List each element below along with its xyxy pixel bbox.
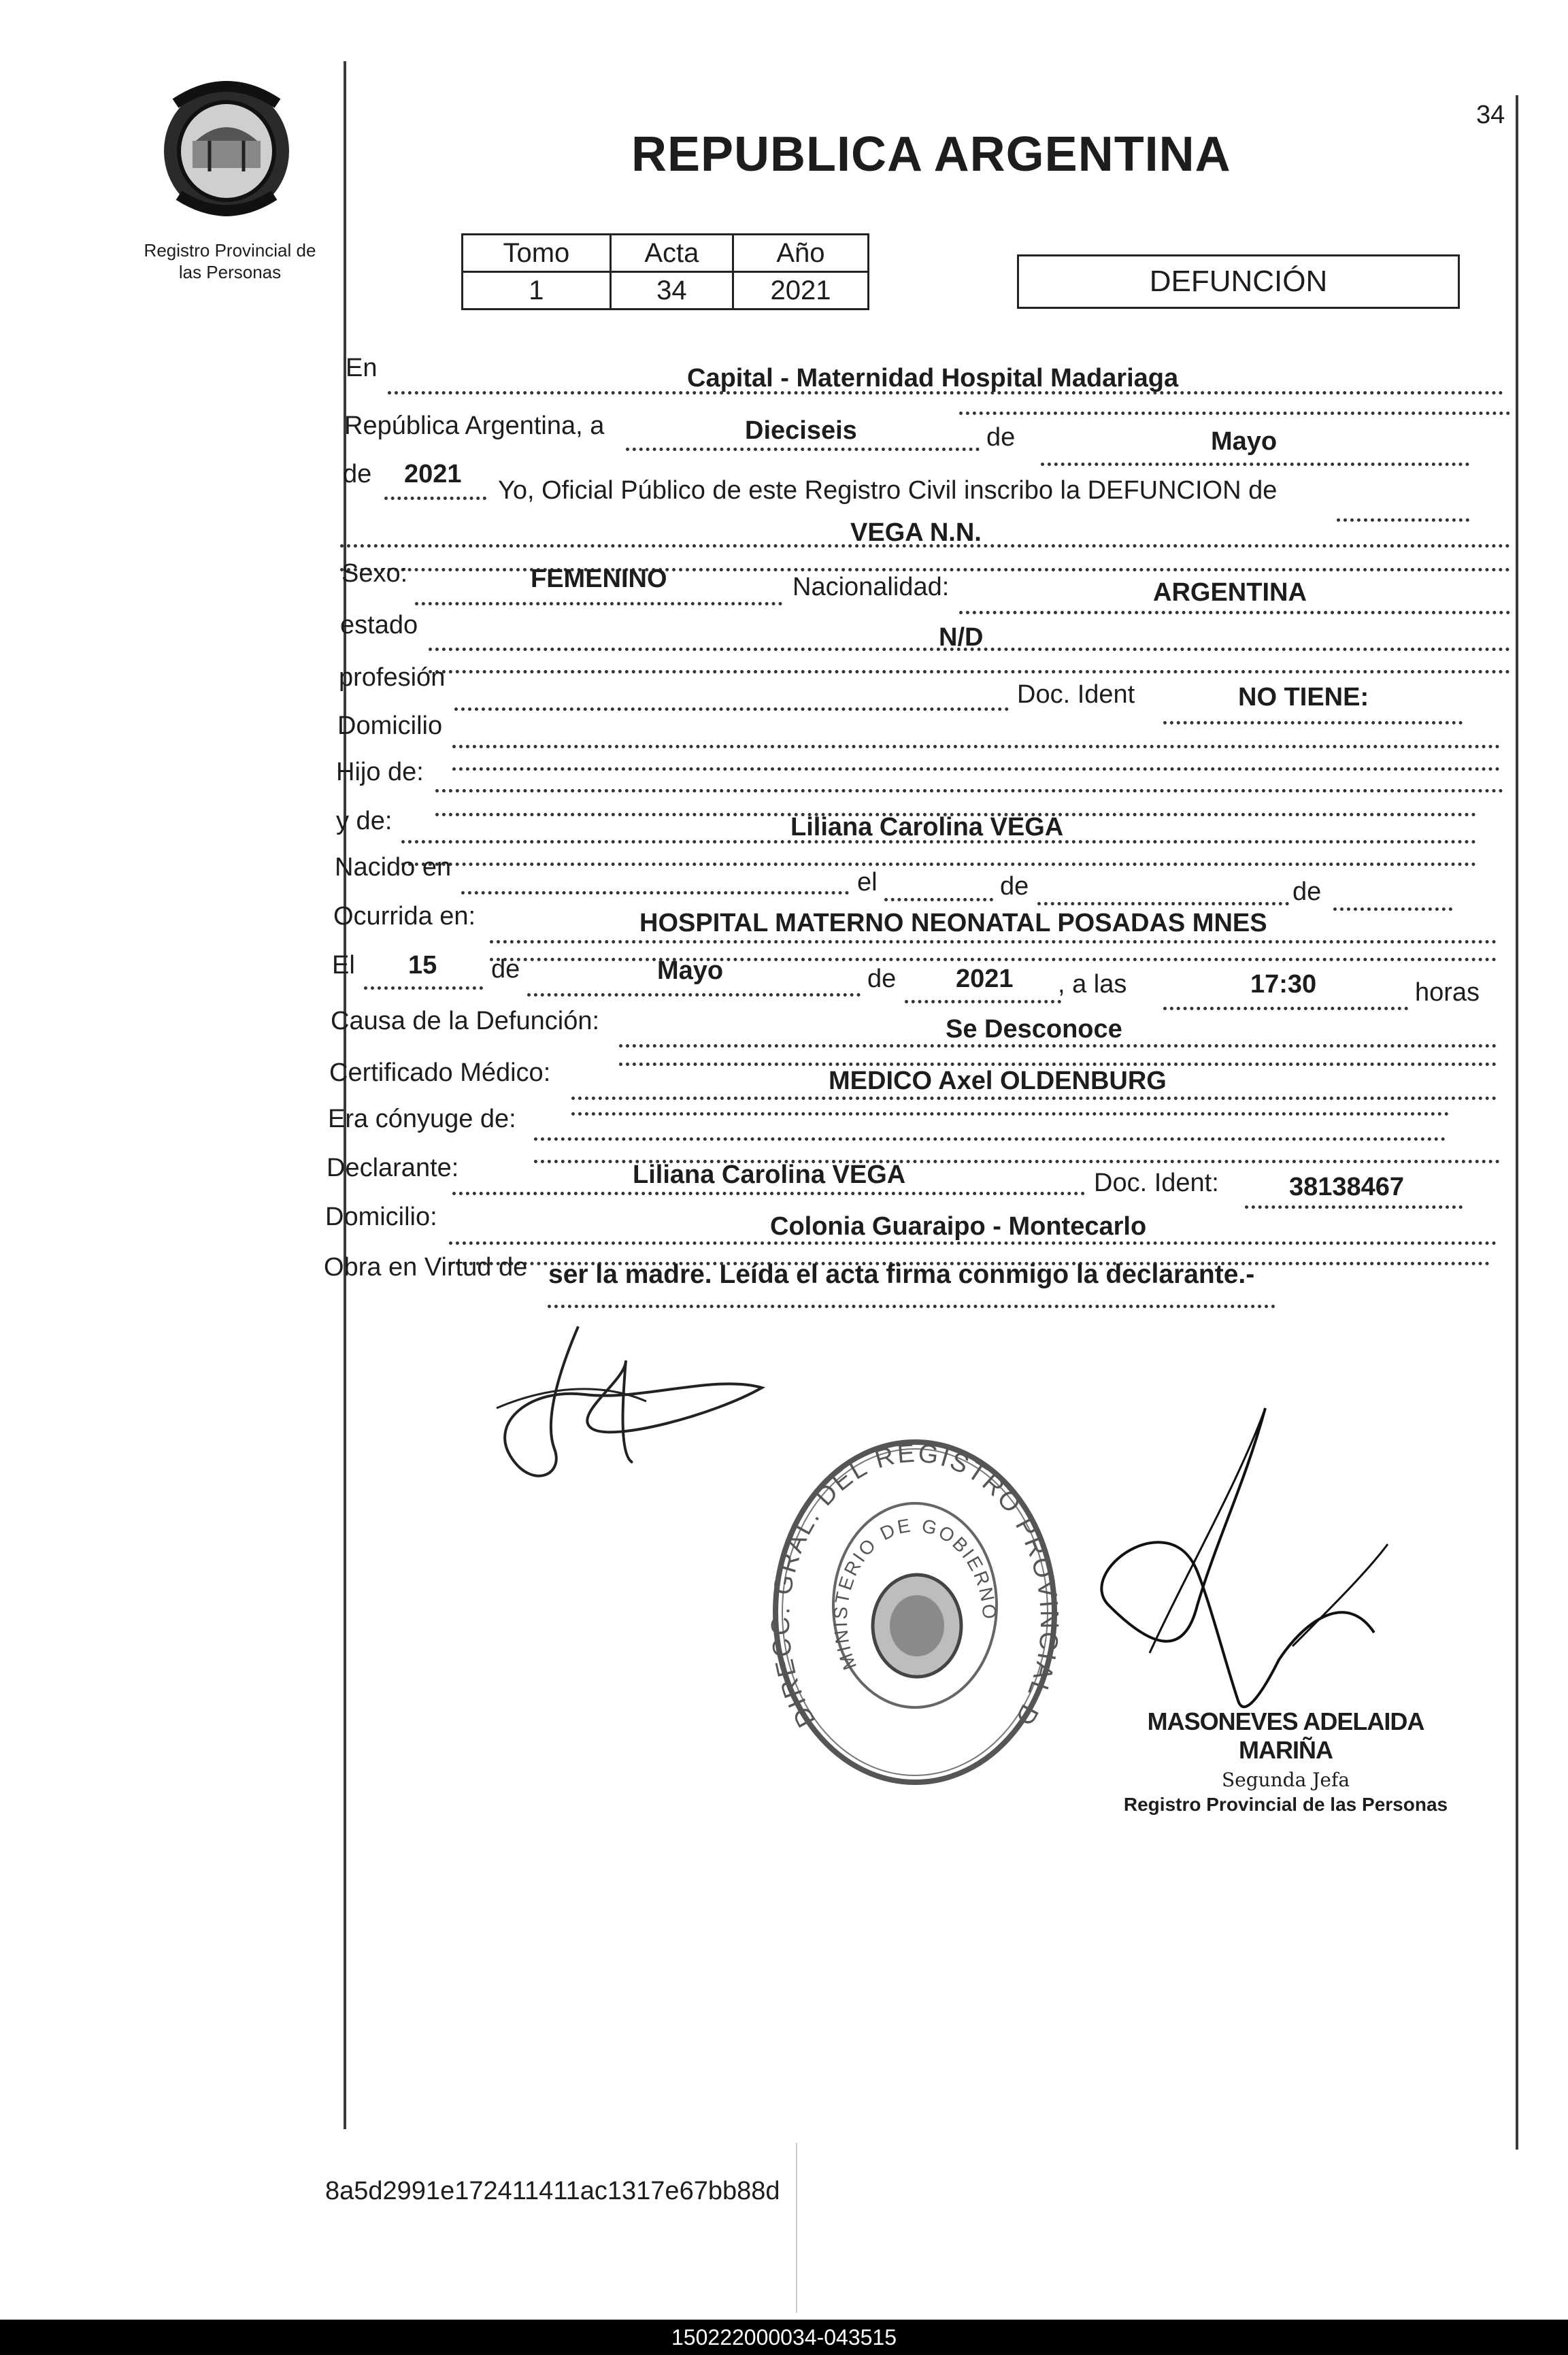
causa-line	[619, 1044, 1497, 1048]
doc-ident-line	[1163, 721, 1463, 724]
domicilio2-value: Colonia Guaraipo - Montecarlo	[770, 1212, 1147, 1241]
table-value-acta: 34	[610, 272, 733, 310]
day-line	[626, 448, 980, 451]
nacido-de2-line	[1333, 907, 1452, 911]
registry-line-1: Registro Provincial de	[144, 240, 316, 261]
domicilio2-label: Domicilio:	[325, 1203, 437, 1231]
hijo-label: Hijo de:	[336, 758, 424, 786]
nacido-label: Nacido en	[335, 853, 452, 882]
domicilio2-line	[449, 1241, 1497, 1245]
yo-text: Yo, Oficial Público de este Registro Civil inscribo la DEFUNCION de	[498, 476, 1278, 505]
deceased-under-line	[340, 568, 1510, 571]
horas-label: horas	[1415, 978, 1480, 1007]
year-value: 2021	[404, 460, 462, 488]
doc-ident-value: NO TIENE:	[1238, 683, 1369, 712]
table-value-tomo: 1	[463, 272, 611, 310]
obra-label: Obra en Virtud de	[324, 1253, 528, 1282]
certificado-under-line	[571, 1112, 1449, 1116]
nacido-el-label: el	[857, 868, 878, 897]
official-stamp	[757, 1413, 1064, 1789]
sexo-line	[415, 602, 782, 605]
year-de-label: de	[343, 460, 372, 488]
table-header-anio: Año	[733, 235, 868, 272]
death-day-line	[364, 986, 483, 990]
fold-line	[796, 2143, 797, 2313]
nacido-de2-label: de	[1292, 878, 1322, 906]
estado-under-line	[429, 670, 1510, 673]
causa-under-line	[619, 1063, 1497, 1066]
republica-label: República Argentina, a	[344, 412, 605, 440]
hijo-line	[435, 789, 1503, 792]
causa-value: Se Desconoce	[946, 1015, 1122, 1043]
sexo-value: FEMENINO	[531, 565, 667, 593]
month-line	[1041, 463, 1469, 466]
death-time-line	[1163, 1007, 1408, 1010]
death-day: 15	[408, 951, 437, 980]
record-table	[461, 233, 869, 310]
ocurrida-under-line	[490, 958, 1497, 961]
en-label: En	[346, 354, 378, 382]
declarante-doc-line	[1245, 1205, 1463, 1209]
officer-block	[1109, 1707, 1463, 1816]
table-header-acta: Acta	[610, 235, 733, 272]
sexo-label: Sexo:	[341, 559, 408, 588]
ocurrida-label: Ocurrida en:	[333, 902, 476, 931]
death-de-label: de	[491, 955, 520, 984]
el2-label: El	[332, 951, 355, 980]
officer-name: MASONEVES ADELAIDA MARIÑA	[1147, 1707, 1424, 1764]
obra-line	[548, 1305, 1275, 1308]
declarante-doc-value: 38138467	[1289, 1173, 1405, 1201]
deceased-name: VEGA N.N.	[850, 518, 982, 547]
right-margin-line	[1516, 95, 1518, 2150]
record-type-box	[1017, 254, 1460, 309]
death-month: Mayo	[657, 956, 724, 985]
declarant-signature	[490, 1320, 775, 1497]
page-title: REPUBLICA ARGENTINA	[631, 127, 1231, 182]
stamp-outer-text: DIRECC. GRAL. DEL REGISTRO PROVINCIAL DE LAS PERSONAS	[757, 1413, 1064, 1732]
month-value: Mayo	[1211, 427, 1278, 456]
record-type: DEFUNCIÓN	[1149, 265, 1328, 298]
ocurrida-line	[490, 940, 1497, 943]
conyuge-line	[534, 1137, 1446, 1141]
domicilio-label: Domicilio	[337, 712, 443, 740]
declarante-label: Declarante:	[327, 1154, 459, 1182]
death-month-line	[527, 993, 861, 997]
death-time: 17:30	[1250, 970, 1317, 999]
doc-ident-label: Doc. Ident	[1017, 680, 1135, 709]
certificado-line	[571, 1097, 1497, 1100]
republica-top-line	[959, 412, 1510, 415]
month-de-label: de	[986, 423, 1016, 452]
en-value: Capital - Maternidad Hospital Madariaga	[687, 364, 1179, 392]
nacido-line	[461, 891, 849, 895]
nacido-el-line	[884, 898, 993, 901]
registry-line-2: las Personas	[178, 262, 282, 282]
nacionalidad-label: Nacionalidad:	[793, 573, 950, 601]
domicilio-line	[452, 745, 1500, 748]
death-de2-label: de	[867, 965, 897, 993]
death-year-line	[905, 1000, 1061, 1003]
domicilio-under-line	[452, 767, 1500, 771]
a-las-label: , a las	[1058, 970, 1127, 999]
nacionalidad-line	[959, 611, 1510, 614]
officer-signature	[1048, 1401, 1401, 1755]
nacido-de-label: de	[1000, 872, 1029, 901]
ocurrida-value: HOSPITAL MATERNO NEONATAL POSADAS MNES	[639, 909, 1267, 937]
nacido-de-line	[1037, 902, 1289, 905]
stamp-inner-text: MINISTERIO DE GOBIERNO	[829, 1514, 1001, 1673]
officer-role: Segunda Jefa	[1221, 1769, 1350, 1791]
document-hash: 8a5d2991e172411411ac1317e67bb88d	[325, 2177, 780, 2205]
footer-bar	[0, 2320, 1568, 2355]
yde-under-line	[401, 863, 1476, 866]
declarante-line	[452, 1192, 1085, 1195]
table-value-anio: 2021	[733, 272, 868, 310]
officer-office: Registro Provincial de las Personas	[1123, 1794, 1448, 1815]
estado-label: estado	[340, 611, 418, 639]
page-number: 34	[1476, 101, 1505, 129]
declarante-value: Liliana Carolina VEGA	[633, 1160, 906, 1189]
footer-code: 150222000034-043515	[671, 2325, 897, 2350]
yde-label: y de:	[336, 807, 393, 835]
day-value: Dieciseis	[745, 416, 857, 445]
registry-caption	[121, 239, 339, 283]
madre-value: Liliana Carolina VEGA	[790, 813, 1064, 841]
svg-text:DIRECC. GRAL. DEL REGISTRO PRO	[758, 1413, 1063, 1732]
misiones-logo	[155, 76, 298, 219]
certificado-value: MEDICO Axel OLDENBURG	[829, 1067, 1167, 1095]
certificado-label: Certificado Médico:	[329, 1058, 551, 1087]
year-line	[384, 497, 486, 500]
obra-value: ser la madre. Leída el acta firma conmigo la declarante.-	[548, 1260, 1255, 1289]
yo-tail-line	[1337, 518, 1469, 522]
estado-value: N/D	[939, 623, 984, 652]
declarante-doc-label: Doc. Ident:	[1094, 1169, 1219, 1197]
profesion-line	[454, 707, 1009, 711]
table-header-tomo: Tomo	[463, 235, 611, 272]
profesion-label: profesión	[339, 663, 446, 692]
nacionalidad-value: ARGENTINA	[1153, 578, 1307, 607]
conyuge-label: Era cónyuge de:	[328, 1105, 516, 1133]
causa-label: Causa de la Defunción:	[331, 1007, 600, 1035]
death-year: 2021	[956, 965, 1014, 993]
